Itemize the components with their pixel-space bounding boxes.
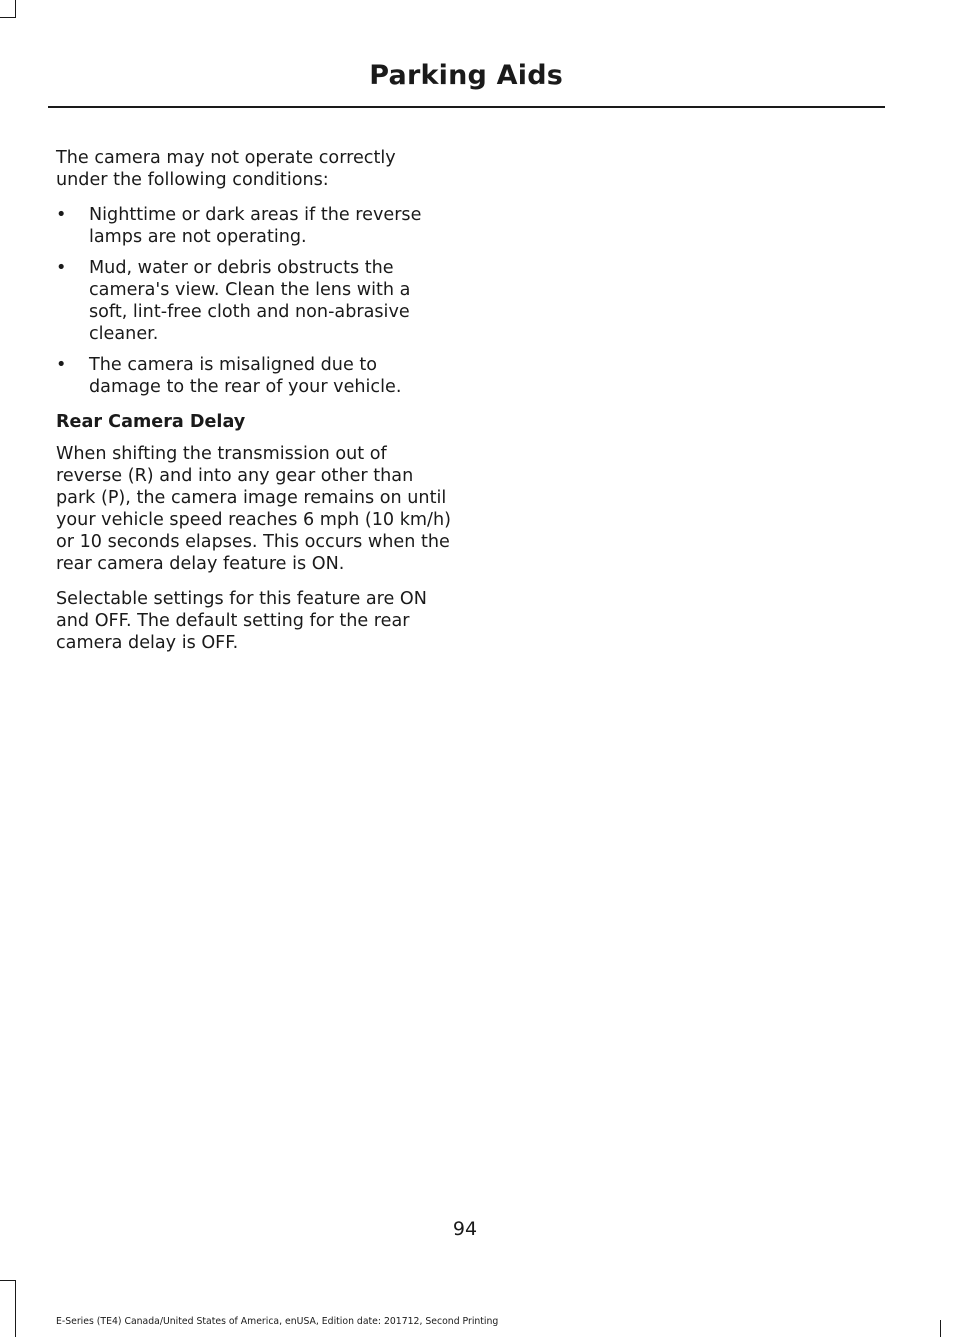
bullet-icon: • <box>56 355 67 375</box>
list-item-text: Nighttime or dark areas if the reverse lamps are not operating. <box>89 205 422 247</box>
bullet-icon: • <box>56 205 67 225</box>
crop-mark-top-left-vertical <box>15 0 16 18</box>
list-item <box>56 204 451 248</box>
crop-mark-bottom-right-vertical <box>940 1320 941 1337</box>
list-item-text: The camera is misaligned due to damage to the rear of your vehicle. <box>89 355 402 397</box>
list-item <box>56 257 451 345</box>
section-paragraph: When shifting the transmission out of reverse (R) and into any gear other than park (P), the camera image remains on until your vehicle speed reaches 6 mph (10 km/h) or 10 seconds elapses. This occurs when the rear camera delay feature is ON. <box>56 444 451 574</box>
section-heading: Rear Camera Delay <box>56 412 246 432</box>
section-paragraph: Selectable settings for this feature are ON and OFF. The default setting for the rear camera delay is OFF. <box>56 589 427 653</box>
list-item <box>56 354 451 398</box>
intro-paragraph: The camera may not operate correctly under the following conditions: <box>56 148 396 190</box>
page-number: 94 <box>452 1218 478 1240</box>
edition-line: E-Series (TE4) Canada/United States of America, enUSA, Edition date: 201712, Second Printing <box>56 1316 499 1327</box>
page-title: Parking Aids <box>369 60 563 91</box>
list-item-text: Mud, water or debris obstructs the camera's view. Clean the lens with a soft, lint-free cloth and non-abrasive cleaner. <box>89 258 411 344</box>
crop-mark-top-left-horizontal <box>0 17 16 18</box>
main-content <box>56 147 451 667</box>
bullet-icon: • <box>56 258 67 278</box>
header-divider <box>48 106 885 108</box>
crop-mark-bottom-left-vertical <box>15 1280 16 1337</box>
conditions-list <box>56 204 451 398</box>
crop-mark-bottom-left-horizontal <box>0 1280 16 1281</box>
